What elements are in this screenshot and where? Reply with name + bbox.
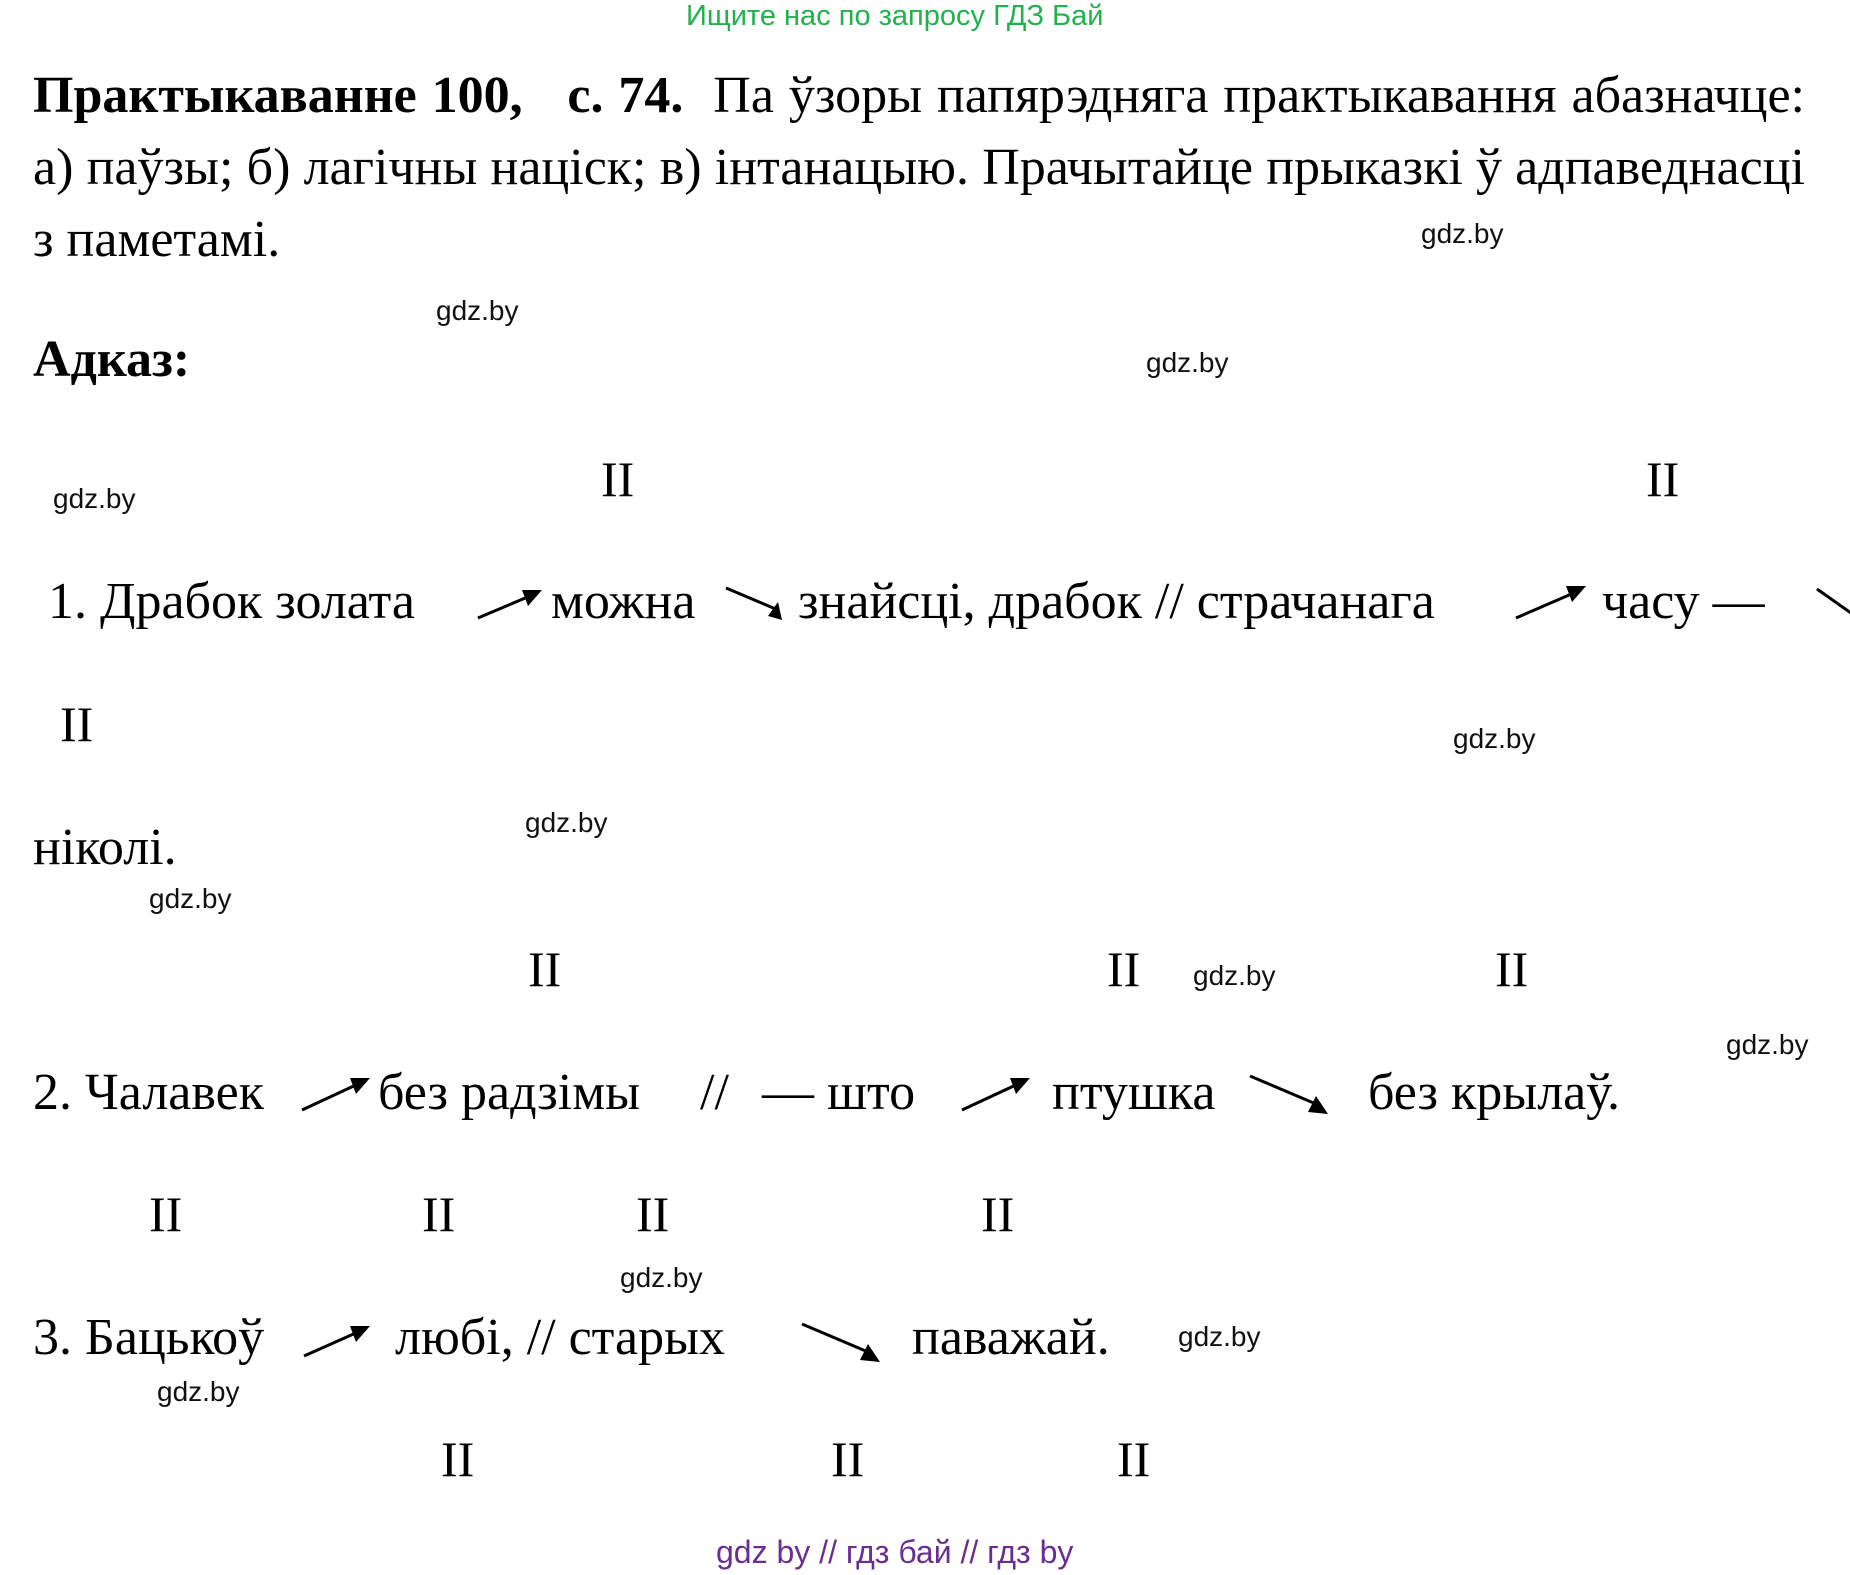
watermark: gdz.by <box>53 483 136 514</box>
watermark: gdz.by <box>620 1262 703 1293</box>
falling-intonation-arrow-icon <box>1246 1070 1336 1120</box>
falling-intonation-arrow-icon <box>1815 585 1850 629</box>
pause-mark: II <box>422 1186 456 1242</box>
pause-mark: II <box>60 696 94 752</box>
pause-mark: II <box>981 1186 1015 1242</box>
pause-mark: II <box>528 941 562 997</box>
watermark: gdz.by <box>157 1376 240 1407</box>
watermark: gdz.by <box>1421 218 1504 249</box>
answer-heading: Адказ: <box>33 331 191 388</box>
pause-mark: II <box>1646 451 1680 507</box>
rising-intonation-arrow-icon <box>470 582 550 622</box>
watermark: gdz.by <box>436 295 519 326</box>
task-text: Па ўзоры папярэдняга практыкавання абазначце: а) паўзы; б) лагічны націск; в) інтанацыю. Прачытайце прыказкі ў адпаведнасці з паметамі. <box>33 67 1805 268</box>
task-page: с. 74. <box>567 67 684 124</box>
watermark: gdz.by <box>525 807 608 838</box>
rising-intonation-arrow-icon <box>300 1316 380 1362</box>
watermark: gdz.by <box>1178 1321 1261 1352</box>
watermark: gdz.by <box>1453 723 1536 754</box>
sentence-1-part-2: можна <box>551 573 696 630</box>
sentence-2-part-4: — што <box>762 1064 916 1121</box>
sentence-1-part-4: часу — <box>1602 573 1765 630</box>
pause-mark: II <box>636 1186 670 1242</box>
watermark: gdz.by <box>1146 347 1229 378</box>
pause-mark: II <box>1117 1431 1151 1487</box>
pause-mark: II <box>1495 941 1529 997</box>
pause-mark: II <box>1107 941 1141 997</box>
sentence-2-part-3: // <box>700 1064 729 1121</box>
sentence-3-part-2: любі, // старых <box>395 1309 726 1366</box>
sentence-2-part-2: без радзімы <box>378 1064 641 1121</box>
search-banner: Ищите нас по запросу ГДЗ Бай <box>686 0 1104 32</box>
falling-intonation-arrow-icon <box>798 1318 888 1368</box>
rising-intonation-arrow-icon <box>958 1070 1038 1116</box>
sentence-2-part-1: 2. Чалавек <box>33 1064 264 1121</box>
falling-intonation-arrow-icon <box>722 582 802 626</box>
pause-mark: II <box>831 1431 865 1487</box>
watermark: gdz.by <box>149 883 232 914</box>
pause-mark: II <box>441 1431 475 1487</box>
rising-intonation-arrow-icon <box>298 1070 378 1116</box>
task-statement <box>33 60 1805 276</box>
sentence-3-part-3: паважай. <box>912 1309 1110 1366</box>
sentence-1-part-5: ніколі. <box>33 819 177 876</box>
pause-mark: II <box>601 451 635 507</box>
watermark: gdz.by <box>1193 960 1276 991</box>
watermark: gdz.by <box>1726 1029 1809 1060</box>
task-number: Практыкаванне 100, <box>33 67 523 124</box>
pause-mark: II <box>149 1186 183 1242</box>
footer-watermark: gdz by // гдз бай // гдз by <box>716 1534 1074 1570</box>
sentence-1-part-1: 1. Драбок золата <box>48 573 415 630</box>
rising-intonation-arrow-icon <box>1512 578 1596 622</box>
sentence-2-part-5: птушка <box>1052 1064 1216 1121</box>
sentence-1-part-3: знайсці, драбок // страчанага <box>798 573 1435 630</box>
sentence-3-part-1: 3. Бацькоў <box>33 1309 265 1366</box>
sentence-2-part-6: без крылаў. <box>1368 1064 1621 1121</box>
